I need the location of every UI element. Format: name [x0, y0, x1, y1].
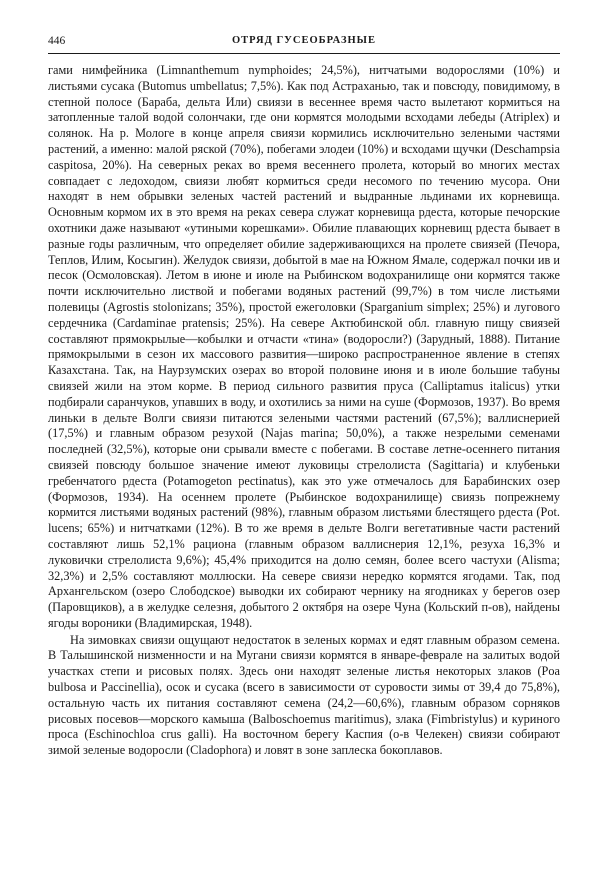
- page-body: [48, 63, 560, 759]
- page-header: [48, 31, 560, 54]
- page-number: 446: [48, 35, 66, 47]
- body-paragraph: На зимовках свиязи ощущают недостаток в зеленых кормах и едят главным образом семена. В Талышинской низменности и на Мугани свиязи кормятся в январе-феврале на залитых водой участках степи и рисовых полях. Здесь они находят зеленые листья некоторых злаков (Poa bulbosa и Paccinellia), осок и сусака (всего в зависимости от суровости зимы от 39,4 до 75,8%), остальную часть их питания составляют семена (24,2—60,6%), главным образом сорняков рисовых посевов—морского камыша (Balboschoemus maritimus), злака (Fimbristylus) и куриного проса (Eschinochloa crus galli). На восточном берегу Каспия (о-в Челекен) свиязи собирают зимой зеленые водоросли (Cladophora) и ловят в зоне заплеска бокоплавов.: [48, 632, 560, 758]
- running-title: ОТРЯД ГУСЕОБРАЗНЫЕ: [232, 35, 376, 46]
- body-paragraph: гами нимфейника (Limnanthemum nymphoides; 24,5%), нитчатыми водорослями (10%) и листьями сусака (Butomus umbellatus; 7,5%). Как под Астраханью, так и повсюду, повидимому, в степной полосе (Бараба, дельта Или) свиязи в весеннее время часто вылетают кормиться на затопленные талой водой солончаки, где они кормятся молодыми всходами лебеды (Atriplex) и солянок. На р. Мологе в конце апреля свиязи кормились исключительно зелеными частями растений, а именно: малой ряской (70%), побегами элодеи (10%) и всходами щучки (Deschampsia caspitosa, 20%). На северных реках во время весеннего пролета, который во многих местах совпадает с ледоходом, свиязи любят кормиться среди несомого по течению мусора. Они находят в нем обрывки зеленых частей растений и выдранные льдинами их корневища. Основным кормом их в это время на реках севера служат корневища рдеста, которые печорские охотники даже называют «утиными корешками». Обилие плавающих корневищ рдеста бывает в разные годы различным, что определяет обилие задерживающихся на пролете свиязей (Печора, Теплов, Илим, Косыгин). Желудок свиязи, добытой в мае на Южном Ямале, содержал почки ив и песок (Осмоловская). Летом в июне и июле на Рыбинском водохранилище они кормятся также почти исключительно листвой и побегами водяных растений (99,7%) в том числе листьями полевицы (Agrostis stolonizans; 35%), простой ежеголовки (Sparganium simplex; 25%) и лугового сердечника (Cardaminae pratensis; 25%). На севере Актюбинской обл. главную пищу свиязей составляют прямокрылые—кобылки и отчасти «тина» (водоросли?) (Зарудный, 1888). Питание прямокрылыми в сезон их массового развития—широко распространенное явление в степях Казахстана. Так, на Наурзумских озерах во второй половине июня и в июле большие табуны свиязей жили на этом корме. В период сильного развития пруса (Calliptamus italicus) утки подбирали саранчуков, упавших в воду, и охотились за ними на суше (Формозов, 1937). Во время линьки в дельте Волги свиязи питаются зелеными частями растений (67,5%); валлиснерией (17,5%) и главным образом резухой (Najas marina; 50,0%), а также незрелыми семенами последней (32,5%), которые они срывали вместе с побегами. В составе летне-осеннего питания свиязей повсюду большое значение имеют луковицы стрелолиста (Sagittaria) и клубеньки гребенчатого рдеста (Potamogeton pectinatus), как это уже отмечалось для Барабинских озер (Формозов, 1934). На осеннем пролете (Рыбинское водохранилище) свиязь попрежнему кормится листьями водяных растений (98%), главным образом листьями блестящего рдеста (Pot. lucens; 65%) и нитчатками (12%). В то же время в дельте Волги вегетативные части растений составляют лишь 52,1% рациона (главным образом валлиснерия 12,1%, резуха 16,3% и луковички стрелолиста 9,6%); 45,4% приходится на долю семян, более всего частухи (Alisma; 32,3%) и 2,5% составляют моллюски. На севере свиязи нередко кормятся ягодами. Так, под Архангельском (озеро Слободское) выводки их собирают чернику на ягодниках у берегов озер (Паровщиков), а в желудке селезня, добытого 2 октября на озере Чуна (Кольский п-ов), найдены ягоды вороники (Владимирская, 1948).: [48, 63, 560, 630]
